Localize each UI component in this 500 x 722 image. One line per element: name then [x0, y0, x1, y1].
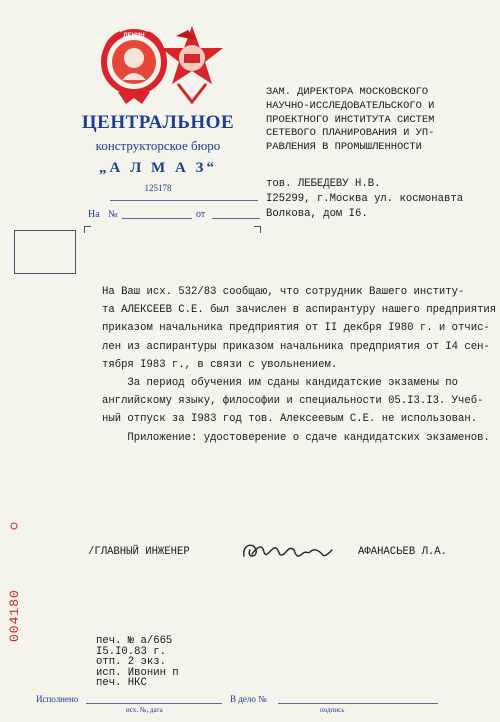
footer-notes: печ. № а/665 I5.I0.83 г. отп. 2 экз. исп. Ивонин п печ. НКС [96, 635, 179, 690]
divider-line [110, 200, 258, 201]
stamp-box [14, 230, 76, 274]
corner-mark [254, 226, 261, 233]
addressee-position: ЗАМ. ДИРЕКТОРА МОСКОВСКОГО НАУЧНО-ИССЛЕДОВАТЕЛЬСКОГО И ПРОЕКТНОГО ИНСТИТУТА СИСТЕМ СЕТЕВОГО ПЛАНИРОВАНИЯ И УП- РАВЛЕНИЯ В ПРОМЫШЛЕННОСТИ [266, 86, 435, 154]
order-of-lenin-icon [104, 32, 164, 104]
svg-text:ЛЕНИН: ЛЕНИН [123, 33, 145, 39]
signatory-post: /ГЛАВНЫЙ ИНЖЕНЕР [88, 546, 190, 558]
handwritten-signature [238, 536, 338, 566]
red-banner-star-icon [161, 26, 223, 102]
field-line [212, 218, 260, 219]
svg-text:004180: 004180 [7, 589, 22, 642]
signatory-name: АФАНАСЬЕВ Л.А. [358, 546, 448, 558]
org-type: конструкторское бюро [95, 138, 221, 153]
field-line [122, 218, 192, 219]
label-ispolneno: Исполнено [36, 694, 79, 704]
serial-number [4, 522, 24, 642]
field-line [86, 703, 222, 704]
org-name: ЦЕНТРАЛЬНОЕ [81, 112, 235, 133]
org-brand: „А Л М А З“ [99, 160, 217, 176]
label-no: № [108, 209, 118, 220]
corner-mark [84, 226, 91, 233]
field-line [278, 703, 438, 704]
addressee-details: тов. ЛЕБЕДЕВУ Н.В. I25299, г.Москва ул. космонавта Волкова, дом I6. [266, 178, 464, 220]
label-ish: исх. №, дата [126, 706, 163, 714]
serial-mark-icon [11, 523, 17, 529]
letter-body: На Ваш исх. 532/83 сообщаю, что сотрудник Вашего институ- та АЛЕКСЕЕВ С.Е. был зачислен в аспирантуру нашего предприятия приказом начальника предприятия от II декбря I980 г. и отчис- лен из аспирантуры приказом начальника предприятия от I4 сен- тября I983 г., в связи с увольнением. За период обучения им сданы кандидатские экзамены по английскому языку, философии и специальности 05.I3.I3. Учеб- ный отпуск за I983 год тов. Алексеевым С.Е. не использован. Приложение: удостоверение о сдаче кандидатских экзаменов. [102, 286, 497, 444]
label-ot: от [196, 209, 206, 220]
label-podpis: подпись [320, 706, 345, 714]
orders-emblem [96, 22, 226, 108]
label-na: На [88, 209, 100, 220]
label-vdelo: В дело № [230, 694, 267, 704]
footer-form [0, 690, 500, 720]
org-zip: 125178 [144, 183, 172, 193]
